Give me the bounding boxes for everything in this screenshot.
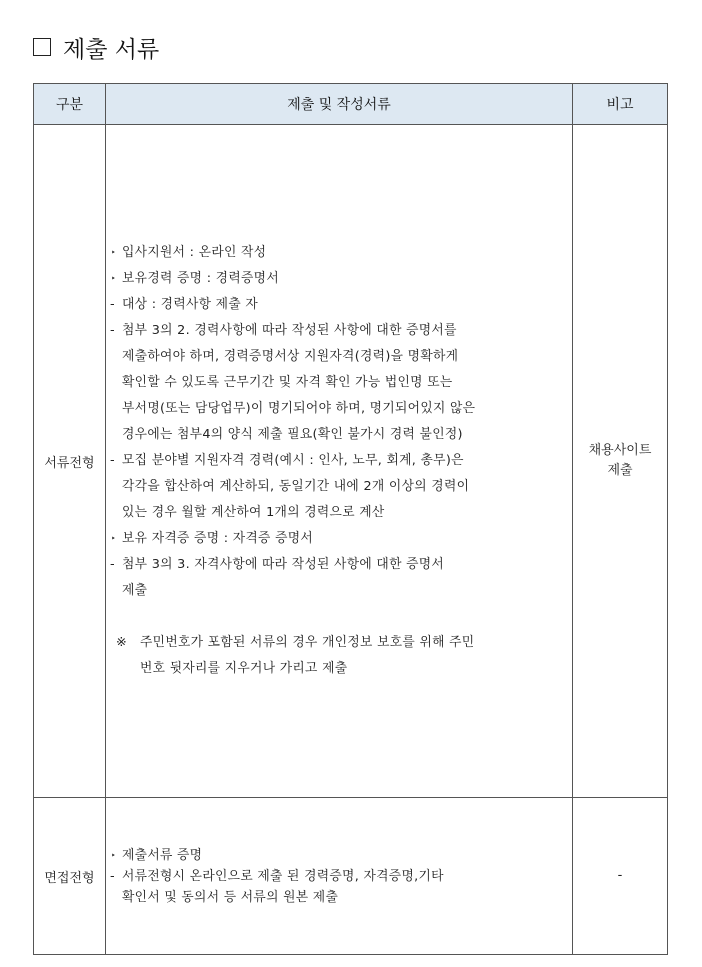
list-item: - 첨부 3의 3. 자격사항에 따라 작성된 사항에 대한 증명서 제출 — [110, 552, 564, 604]
category-cell: 면접전형 — [34, 798, 106, 955]
header-remarks: 비고 — [573, 84, 668, 125]
table-row — [34, 125, 668, 798]
documents-cell — [106, 125, 573, 798]
list-item: - 서류전형시 온라인으로 제출 된 경력증명, 자격증명,기타 확인서 및 동의서 등 서류의 원본 제출 — [110, 866, 564, 908]
list-item: ‣ 보유경력 증명 : 경력증명서 — [110, 266, 564, 292]
section-title — [33, 30, 159, 64]
documents-table — [33, 83, 668, 955]
privacy-note: ※ 주민번호가 포함된 서류의 경우 개인정보 보호를 위해 주민 번호 뒷자리를 지우거나 가리고 제출 — [110, 630, 564, 682]
section-title-text: 제출 서류 — [63, 36, 160, 63]
bullet-icon: ‣ — [111, 248, 117, 257]
header-category: 구분 — [34, 84, 106, 125]
bullet-icon: ‣ — [111, 274, 117, 283]
reference-mark-icon: ※ — [116, 635, 128, 650]
header-documents: 제출 및 작성서류 — [106, 84, 573, 125]
dash-marker: - — [110, 453, 115, 468]
documents-cell — [106, 798, 573, 955]
dash-marker: - — [110, 323, 115, 338]
dash-marker: - — [110, 868, 115, 884]
list-item: ‣ 입사지원서 : 온라인 작성 — [110, 240, 564, 266]
category-cell: 서류전형 — [34, 125, 106, 798]
remarks-cell: 채용사이트 제출 — [573, 125, 668, 798]
list-item: - 대상 : 경력사항 제출 자 — [110, 292, 564, 318]
dash-marker: - — [110, 557, 115, 572]
list-item: ‣ 제출서류 증명 — [110, 845, 564, 866]
dash-marker: - — [110, 297, 115, 312]
list-item: - 모집 분야별 지원자격 경력(예시 : 인사, 노무, 회계, 총무)은 각각을 합산하여 계산하되, 동일기간 내에 2개 이상의 경력이 있는 경우 월할 계산하여 1개의 경력으로 계산 — [110, 448, 564, 526]
list-item: ‣ 보유 자격증 증명 : 자격증 증명서 — [110, 526, 564, 552]
list-item: - 첨부 3의 2. 경력사항에 따라 작성된 사항에 대한 증명서를 제출하여야 하며, 경력증명서상 지원자격(경력)을 명확하게 확인할 수 있도록 근무기간 및 자격 확인 가능 법인명 또는 부서명(또는 담당업무)이 명기되어야 하며, 명기되어있지 않은 경우에는 첨부4의 양식 제출 필요(확인 불가시 경력 불인정) — [110, 318, 564, 448]
checkbox-icon — [33, 38, 51, 56]
remarks-cell: - — [573, 798, 668, 955]
table-header-row — [34, 84, 668, 125]
table-row — [34, 798, 668, 955]
bullet-icon: ‣ — [111, 534, 117, 543]
bullet-icon: ‣ — [111, 850, 117, 860]
